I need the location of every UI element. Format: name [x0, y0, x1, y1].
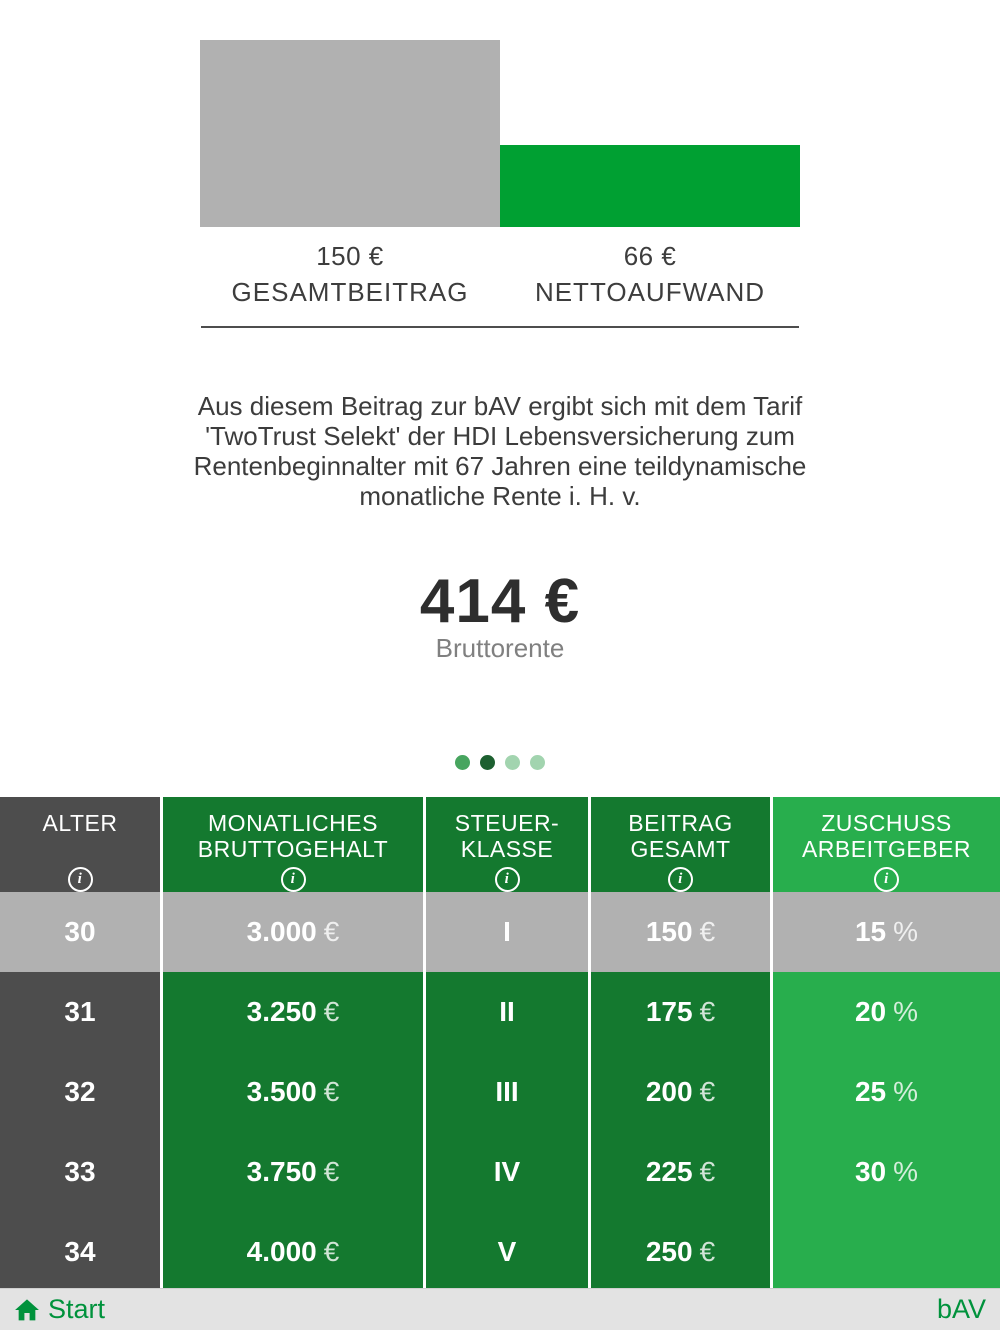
header-zuschuss-line1: ZUSCHUSS	[821, 810, 952, 836]
cell-steuerklasse: I	[503, 916, 511, 947]
carousel-dot-3[interactable]	[505, 755, 520, 770]
header-beitrag-line2: GESAMT	[630, 836, 731, 862]
pension-table	[0, 797, 1000, 1288]
table-header-alter	[0, 797, 160, 892]
cell-zuschuss: 25	[854, 1076, 887, 1107]
percent-unit: %	[893, 1156, 919, 1187]
info-icon[interactable]	[281, 867, 306, 892]
percent-unit: %	[893, 916, 919, 947]
cell-zuschuss: 20	[854, 996, 887, 1027]
pension-description: Aus diesem Beitrag zur bAV ergibt sich mit dem Tarif 'TwoTrust Selekt' der HDI Lebensversicherung zum Rentenbeginnalter mit 67 Jahren eine teildynamische monatliche Rente i. H. v.	[193, 391, 807, 511]
header-steuerklasse-line2: KLASSE	[460, 836, 554, 862]
cell-zuschuss: 15	[854, 916, 887, 947]
carousel-dot-2[interactable]	[480, 755, 495, 770]
percent-unit: %	[893, 1076, 919, 1107]
cell-alter: 34	[64, 1236, 96, 1267]
info-icon[interactable]	[495, 867, 520, 892]
chart-labels	[200, 238, 800, 310]
chart-label-gesamtbeitrag	[200, 238, 500, 310]
table-header-steuerklasse	[423, 797, 588, 892]
currency-unit: €	[699, 1076, 716, 1107]
table-row-age-34[interactable]	[0, 1212, 1000, 1288]
chart-divider	[201, 326, 799, 328]
header-bruttogehalt-line2: BRUTTOGEHALT	[197, 836, 389, 862]
currency-unit: €	[323, 996, 340, 1027]
cell-alter: 33	[64, 1156, 96, 1187]
header-zuschuss-line2: ARBEITGEBER	[801, 836, 972, 862]
header-steuerklasse-line1: STEUER-	[454, 810, 560, 836]
cell-bruttogehalt: 4.000	[246, 1236, 317, 1267]
header-alter-line1: ALTER	[42, 810, 118, 836]
start-label: Start	[48, 1294, 106, 1324]
currency-unit: €	[699, 996, 716, 1027]
currency-unit: €	[699, 916, 716, 947]
cell-alter: 32	[64, 1076, 96, 1107]
gesamtbeitrag-value: 150 €	[316, 241, 384, 271]
cell-bruttogehalt: 3.250	[246, 996, 317, 1027]
cell-zuschuss: 30	[854, 1156, 887, 1187]
bar-nettoaufwand	[500, 145, 800, 227]
header-bruttogehalt-line1: MONATLICHES	[208, 810, 378, 836]
cell-beitrag: 250	[645, 1236, 693, 1267]
table-row-age-30[interactable]	[0, 892, 1000, 972]
info-icon[interactable]	[68, 867, 93, 892]
cell-alter: 30	[64, 916, 96, 947]
table-header-row	[0, 797, 1000, 892]
carousel-dot-4[interactable]	[530, 755, 545, 770]
bar-gesamtbeitrag	[200, 40, 500, 227]
currency-unit: €	[323, 1236, 340, 1267]
pension-amount-label: Bruttorente	[435, 633, 565, 663]
currency-unit: €	[323, 916, 340, 947]
home-icon	[14, 1297, 40, 1323]
currency-unit: €	[699, 1156, 716, 1187]
section-label-bav: bAV	[936, 1294, 986, 1324]
table-header-beitrag	[588, 797, 770, 892]
currency-unit: €	[323, 1076, 340, 1107]
gesamtbeitrag-category: GESAMTBEITRAG	[231, 277, 469, 307]
percent-unit: %	[893, 996, 919, 1027]
contribution-bar-chart	[200, 40, 800, 227]
table-header-zuschuss	[770, 797, 1000, 892]
cell-steuerklasse: IV	[493, 1156, 521, 1187]
bottom-bar	[0, 1288, 1000, 1330]
nettoaufwand-value: 66 €	[623, 241, 677, 271]
table-header-bruttogehalt	[160, 797, 423, 892]
cell-steuerklasse: V	[497, 1236, 517, 1267]
info-icon[interactable]	[668, 867, 693, 892]
cell-steuerklasse: III	[495, 1076, 519, 1107]
cell-beitrag: 200	[645, 1076, 693, 1107]
cell-bruttogehalt: 3.500	[246, 1076, 317, 1107]
table-row-age-32[interactable]	[0, 1052, 1000, 1132]
cell-alter: 31	[64, 996, 96, 1027]
cell-beitrag: 175	[645, 996, 693, 1027]
currency-unit: €	[699, 1236, 716, 1267]
cell-beitrag: 150	[645, 916, 693, 947]
cell-steuerklasse: II	[499, 996, 515, 1027]
start-button[interactable]	[14, 1294, 105, 1325]
carousel-dots	[0, 755, 1000, 770]
carousel-dot-1[interactable]	[455, 755, 470, 770]
cell-beitrag: 225	[645, 1156, 693, 1187]
nettoaufwand-category: NETTOAUFWAND	[534, 277, 766, 307]
info-icon[interactable]	[874, 867, 899, 892]
pension-amount: 414 €	[419, 567, 581, 636]
table-row-age-33[interactable]	[0, 1132, 1000, 1212]
header-beitrag-line1: BEITRAG	[628, 810, 733, 836]
cell-bruttogehalt: 3.750	[246, 1156, 317, 1187]
currency-unit: €	[323, 1156, 340, 1187]
cell-bruttogehalt: 3.000	[246, 916, 317, 947]
table-row-age-31[interactable]	[0, 972, 1000, 1052]
chart-label-nettoaufwand	[500, 238, 800, 310]
